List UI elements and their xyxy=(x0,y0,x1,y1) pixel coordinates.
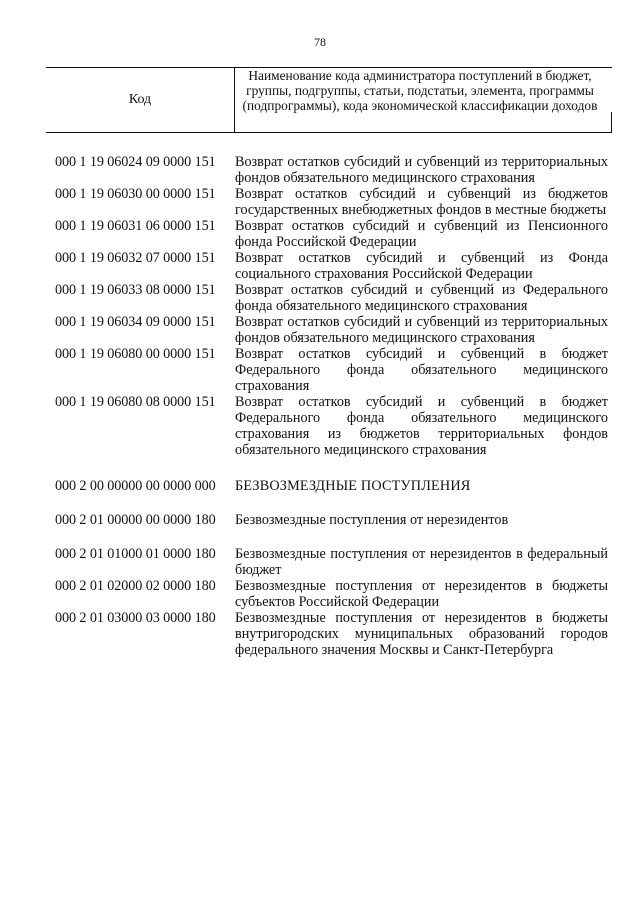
row-code: 000 1 19 06024 09 0000 151 xyxy=(55,154,216,170)
row-name: БЕЗВОЗМЕЗДНЫЕ ПОСТУПЛЕНИЯ xyxy=(235,478,471,494)
table-row xyxy=(55,154,608,186)
header-name-cell xyxy=(235,68,612,132)
row-name: Возврат остатков субсидий и субвенций из территориальных фондов обязательного медицинского страхования xyxy=(235,314,608,346)
row-code: 000 1 19 06080 00 0000 151 xyxy=(55,346,216,362)
row-name: Возврат остатков субсидий и субвенций из территориальных фондов обязательного медицинского страхования xyxy=(235,154,608,186)
table-row xyxy=(55,394,608,458)
row-code: 000 2 01 01000 01 0000 180 xyxy=(55,546,216,562)
row-name: Безвозмездные поступления от нерезидентов в федеральный бюджет xyxy=(235,546,608,578)
header-name-label: Наименование кода администратора поступлений в бюджет, группы, подгруппы, статьи, подстатьи, элемента, программы (подпрограммы), кода экономической классификации доходов xyxy=(242,68,598,113)
row-code: 000 1 19 06033 08 0000 151 xyxy=(55,282,216,298)
table-row xyxy=(55,314,608,346)
row-code: 000 2 01 00000 00 0000 180 xyxy=(55,512,216,528)
row-name: Возврат остатков субсидий и субвенций из Федерального фонда обязательного медицинского страхования xyxy=(235,282,608,314)
row-code: 000 1 19 06032 07 0000 151 xyxy=(55,250,216,266)
row-name: Возврат остатков субсидий и субвенций из Пенсионного фонда Российской Федерации xyxy=(235,218,608,250)
table-row xyxy=(55,282,608,314)
table-row xyxy=(55,578,608,610)
row-code: 000 1 19 06080 08 0000 151 xyxy=(55,394,216,410)
row-code: 000 1 19 06030 00 0000 151 xyxy=(55,186,216,202)
table-row xyxy=(55,512,608,528)
row-name: Возврат остатков субсидий и субвенций в бюджет Федерального фонда обязательного медицинского страхования xyxy=(235,346,608,394)
row-code: 000 2 01 02000 02 0000 180 xyxy=(55,578,216,594)
table-row xyxy=(55,218,608,250)
row-name: Безвозмездные поступления от нерезидентов xyxy=(235,512,509,528)
page-number: 78 xyxy=(314,35,326,49)
row-code: 000 1 19 06034 09 0000 151 xyxy=(55,314,216,330)
table-row-section xyxy=(55,478,608,494)
row-code: 000 2 01 03000 03 0000 180 xyxy=(55,610,216,626)
row-name: Возврат остатков субсидий и субвенций в бюджет Федерального фонда обязательного медицинского страхования из бюджетов территориальных фондов обязательного медицинского страхования xyxy=(235,394,608,458)
table-row xyxy=(55,250,608,282)
row-name: Безвозмездные поступления от нерезидентов в бюджеты внутригородских муниципальных образований городов федерального значения Москвы и Санкт-Петербурга xyxy=(235,610,608,658)
table-row xyxy=(55,186,608,218)
row-code: 000 2 00 00000 00 0000 000 xyxy=(55,478,216,494)
classification-table xyxy=(55,154,608,658)
table-row xyxy=(55,346,608,394)
row-name: Возврат остатков субсидий и субвенций из Фонда социального страхования Российской Федерации xyxy=(235,250,608,282)
table-header xyxy=(46,67,612,133)
table-row xyxy=(55,546,608,578)
row-name: Возврат остатков субсидий и субвенций из бюджетов государственных внебюджетных фондов в местные бюджеты xyxy=(235,186,608,218)
table-row xyxy=(55,610,608,658)
header-code-label: Код xyxy=(46,68,235,132)
row-code: 000 1 19 06031 06 0000 151 xyxy=(55,218,216,234)
row-name: Безвозмездные поступления от нерезидентов в бюджеты субъектов Российской Федерации xyxy=(235,578,608,610)
